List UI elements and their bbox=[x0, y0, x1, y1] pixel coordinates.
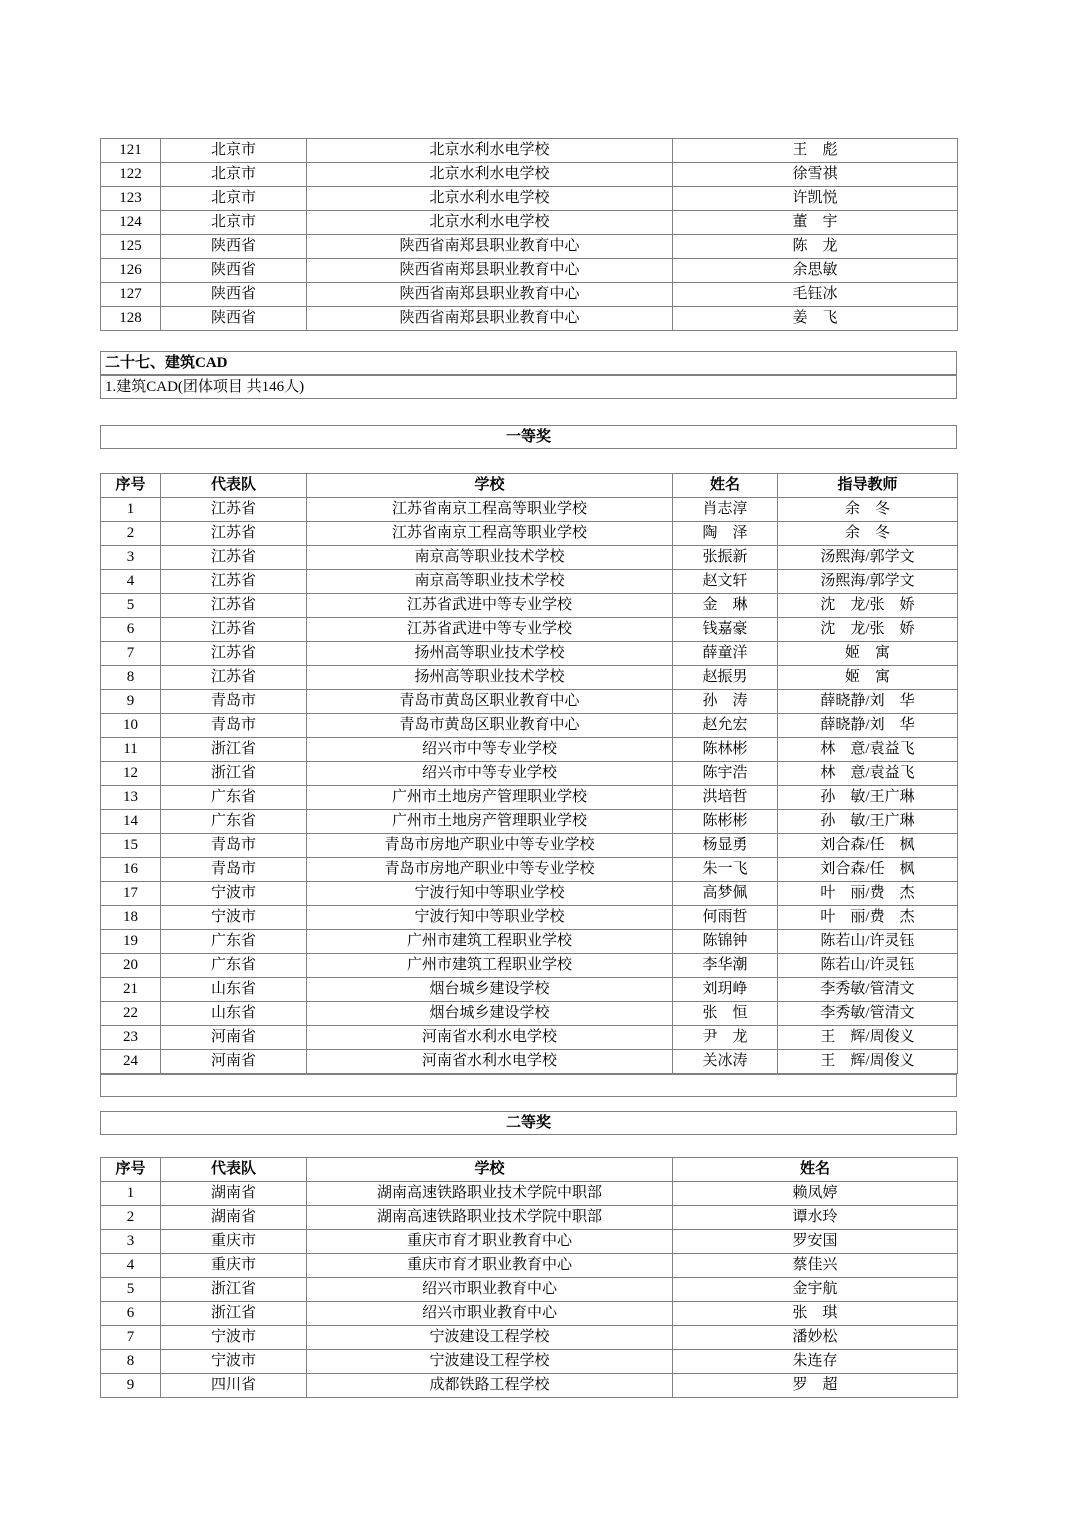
table-cell-teacher: 薛晓静/刘 华 bbox=[778, 714, 958, 738]
table-header-row bbox=[101, 474, 958, 498]
first-prize-table bbox=[100, 473, 958, 1074]
table-cell-num: 10 bbox=[101, 714, 161, 738]
table-cell-team: 江苏省 bbox=[161, 618, 307, 642]
header-num: 序号 bbox=[101, 1158, 161, 1182]
table-cell-name: 姜 飞 bbox=[673, 307, 958, 331]
table-cell-team: 宁波市 bbox=[161, 882, 307, 906]
table-cell-num: 4 bbox=[101, 1254, 161, 1278]
table-cell-school: 江苏省南京工程高等职业学校 bbox=[307, 522, 673, 546]
table-cell-teacher: 李秀敏/管清文 bbox=[778, 978, 958, 1002]
table-cell-name: 陈锦钟 bbox=[673, 930, 778, 954]
table-cell-name: 罗安国 bbox=[673, 1230, 958, 1254]
table-cell-teacher: 李秀敏/管清文 bbox=[778, 1002, 958, 1026]
table-cell-team: 四川省 bbox=[161, 1374, 307, 1398]
table-row bbox=[101, 1230, 958, 1254]
header-team: 代表队 bbox=[161, 1158, 307, 1182]
header-school: 学校 bbox=[307, 474, 673, 498]
table-row bbox=[101, 570, 958, 594]
table-row bbox=[101, 1254, 958, 1278]
table-cell-num: 24 bbox=[101, 1050, 161, 1074]
table-cell-team: 江苏省 bbox=[161, 594, 307, 618]
table-cell-name: 赖凤婷 bbox=[673, 1182, 958, 1206]
table-cell-team: 江苏省 bbox=[161, 570, 307, 594]
table-cell-name: 陈林彬 bbox=[673, 738, 778, 762]
table-cell-teacher: 姬 寓 bbox=[778, 666, 958, 690]
table-row bbox=[101, 1326, 958, 1350]
table-cell-num: 18 bbox=[101, 906, 161, 930]
table-cell-school: 江苏省武进中等专业学校 bbox=[307, 594, 673, 618]
table-cell-team: 湖南省 bbox=[161, 1182, 307, 1206]
table-cell-school: 北京水利水电学校 bbox=[307, 187, 673, 211]
table-cell-num: 121 bbox=[101, 139, 161, 163]
table-cell-num: 1 bbox=[101, 1182, 161, 1206]
table-cell-num: 12 bbox=[101, 762, 161, 786]
table-cell-teacher: 孙 敏/王广琳 bbox=[778, 810, 958, 834]
table-cell-team: 陕西省 bbox=[161, 235, 307, 259]
table-cell-team: 北京市 bbox=[161, 163, 307, 187]
table-cell-num: 8 bbox=[101, 666, 161, 690]
table-row bbox=[101, 1302, 958, 1326]
table-cell-num: 8 bbox=[101, 1350, 161, 1374]
table-cell-name: 孙 涛 bbox=[673, 690, 778, 714]
table-cell-num: 9 bbox=[101, 1374, 161, 1398]
table-cell-name: 肖志淳 bbox=[673, 498, 778, 522]
table-cell-num: 128 bbox=[101, 307, 161, 331]
table-cell-num: 13 bbox=[101, 786, 161, 810]
header-name: 姓名 bbox=[673, 1158, 958, 1182]
table-row bbox=[101, 187, 958, 211]
table-cell-num: 127 bbox=[101, 283, 161, 307]
table-cell-name: 陈宇浩 bbox=[673, 762, 778, 786]
header-school: 学校 bbox=[307, 1158, 673, 1182]
table-cell-teacher: 刘合森/任 枫 bbox=[778, 858, 958, 882]
table-cell-team: 广东省 bbox=[161, 810, 307, 834]
table-cell-name: 余思敏 bbox=[673, 259, 958, 283]
table-cell-name: 李华潮 bbox=[673, 954, 778, 978]
table-row bbox=[101, 1050, 958, 1074]
table-cell-num: 20 bbox=[101, 954, 161, 978]
table-cell-name: 陶 泽 bbox=[673, 522, 778, 546]
table-cell-teacher: 余 冬 bbox=[778, 522, 958, 546]
table-cell-name: 董 宇 bbox=[673, 211, 958, 235]
table-cell-num: 14 bbox=[101, 810, 161, 834]
table-cell-teacher: 林 意/袁益飞 bbox=[778, 762, 958, 786]
table-cell-teacher: 王 辉/周俊义 bbox=[778, 1050, 958, 1074]
table-cell-num: 4 bbox=[101, 570, 161, 594]
table-cell-team: 宁波市 bbox=[161, 1326, 307, 1350]
table-cell-team: 广东省 bbox=[161, 954, 307, 978]
table-cell-school: 成都铁路工程学校 bbox=[307, 1374, 673, 1398]
table-cell-school: 广州市建筑工程职业学校 bbox=[307, 930, 673, 954]
table-row bbox=[101, 906, 958, 930]
table-cell-school: 宁波建设工程学校 bbox=[307, 1326, 673, 1350]
table-row bbox=[101, 594, 958, 618]
table-cell-team: 江苏省 bbox=[161, 666, 307, 690]
table-cell-num: 7 bbox=[101, 1326, 161, 1350]
table-row bbox=[101, 1374, 958, 1398]
table-row bbox=[101, 259, 958, 283]
table-cell-teacher: 林 意/袁益飞 bbox=[778, 738, 958, 762]
table-row bbox=[101, 882, 958, 906]
table-cell-team: 广东省 bbox=[161, 930, 307, 954]
table-row bbox=[101, 307, 958, 331]
table-cell-num: 2 bbox=[101, 522, 161, 546]
table-cell-name: 毛钰冰 bbox=[673, 283, 958, 307]
table-cell-name: 尹 龙 bbox=[673, 1026, 778, 1050]
table-cell-num: 124 bbox=[101, 211, 161, 235]
table-cell-school: 烟台城乡建设学校 bbox=[307, 1002, 673, 1026]
header-teacher: 指导教师 bbox=[778, 474, 958, 498]
table-cell-school: 河南省水利水电学校 bbox=[307, 1026, 673, 1050]
table-cell-team: 青岛市 bbox=[161, 858, 307, 882]
table-cell-school: 宁波建设工程学校 bbox=[307, 1350, 673, 1374]
table-cell-school: 青岛市房地产职业中等专业学校 bbox=[307, 834, 673, 858]
section-title: 二十七、建筑CAD bbox=[100, 351, 957, 375]
table-cell-team: 浙江省 bbox=[161, 762, 307, 786]
table-cell-team: 浙江省 bbox=[161, 1302, 307, 1326]
table-cell-school: 宁波行知中等职业学校 bbox=[307, 906, 673, 930]
table-cell-school: 烟台城乡建设学校 bbox=[307, 978, 673, 1002]
table-row bbox=[101, 139, 958, 163]
table-row bbox=[101, 1206, 958, 1230]
table-row bbox=[101, 954, 958, 978]
table-cell-name: 高梦佩 bbox=[673, 882, 778, 906]
table-cell-team: 北京市 bbox=[161, 187, 307, 211]
table-cell-team: 北京市 bbox=[161, 139, 307, 163]
table-cell-team: 宁波市 bbox=[161, 906, 307, 930]
table-row bbox=[101, 834, 958, 858]
table-cell-num: 9 bbox=[101, 690, 161, 714]
table-cell-teacher: 王 辉/周俊义 bbox=[778, 1026, 958, 1050]
table-cell-name: 洪培哲 bbox=[673, 786, 778, 810]
table-cell-school: 河南省水利水电学校 bbox=[307, 1050, 673, 1074]
table-row bbox=[101, 714, 958, 738]
table-row bbox=[101, 211, 958, 235]
table-header-row bbox=[101, 1158, 958, 1182]
table-cell-name: 潘妙松 bbox=[673, 1326, 958, 1350]
table-row bbox=[101, 738, 958, 762]
table-cell-name: 何雨哲 bbox=[673, 906, 778, 930]
table-cell-num: 22 bbox=[101, 1002, 161, 1026]
table-cell-name: 薛童洋 bbox=[673, 642, 778, 666]
table-cell-num: 122 bbox=[101, 163, 161, 187]
table-cell-school: 陕西省南郑县职业教育中心 bbox=[307, 283, 673, 307]
table-row bbox=[101, 1350, 958, 1374]
table-row bbox=[101, 666, 958, 690]
table-cell-name: 赵振男 bbox=[673, 666, 778, 690]
table-cell-teacher: 刘合森/任 枫 bbox=[778, 834, 958, 858]
table-cell-num: 125 bbox=[101, 235, 161, 259]
table-cell-school: 湖南高速铁路职业技术学院中职部 bbox=[307, 1182, 673, 1206]
table-cell-num: 15 bbox=[101, 834, 161, 858]
table-cell-school: 北京水利水电学校 bbox=[307, 211, 673, 235]
table-row bbox=[101, 522, 958, 546]
table-cell-num: 3 bbox=[101, 1230, 161, 1254]
table-cell-team: 宁波市 bbox=[161, 1350, 307, 1374]
table-cell-school: 南京高等职业技术学校 bbox=[307, 546, 673, 570]
table-cell-teacher: 孙 敏/王广琳 bbox=[778, 786, 958, 810]
table-cell-school: 江苏省南京工程高等职业学校 bbox=[307, 498, 673, 522]
table-cell-team: 山东省 bbox=[161, 1002, 307, 1026]
section-subtitle: 1.建筑CAD(团体项目 共146人) bbox=[100, 375, 957, 399]
table-cell-num: 126 bbox=[101, 259, 161, 283]
table-cell-school: 扬州高等职业技术学校 bbox=[307, 666, 673, 690]
table-cell-team: 重庆市 bbox=[161, 1230, 307, 1254]
table-cell-team: 河南省 bbox=[161, 1050, 307, 1074]
table-row bbox=[101, 858, 958, 882]
table-cell-team: 湖南省 bbox=[161, 1206, 307, 1230]
table-cell-num: 5 bbox=[101, 594, 161, 618]
table-cell-school: 陕西省南郑县职业教育中心 bbox=[307, 259, 673, 283]
table-row bbox=[101, 978, 958, 1002]
table-row bbox=[101, 498, 958, 522]
table-cell-num: 1 bbox=[101, 498, 161, 522]
table-cell-teacher: 叶 丽/费 杰 bbox=[778, 882, 958, 906]
table-row bbox=[101, 546, 958, 570]
table-cell-school: 青岛市黄岛区职业教育中心 bbox=[307, 690, 673, 714]
table-cell-school: 北京水利水电学校 bbox=[307, 163, 673, 187]
table-cell-teacher: 姬 寓 bbox=[778, 642, 958, 666]
table-cell-num: 5 bbox=[101, 1278, 161, 1302]
table-row bbox=[101, 1182, 958, 1206]
table-cell-num: 16 bbox=[101, 858, 161, 882]
header-team: 代表队 bbox=[161, 474, 307, 498]
table-cell-teacher: 陈若山/许灵钰 bbox=[778, 954, 958, 978]
table-cell-school: 北京水利水电学校 bbox=[307, 139, 673, 163]
table-cell-team: 江苏省 bbox=[161, 522, 307, 546]
table-cell-school: 广州市建筑工程职业学校 bbox=[307, 954, 673, 978]
table-cell-teacher: 陈若山/许灵钰 bbox=[778, 930, 958, 954]
continuation-results-table bbox=[100, 138, 958, 331]
table-cell-team: 重庆市 bbox=[161, 1254, 307, 1278]
spacer-row bbox=[100, 1074, 957, 1097]
table-row bbox=[101, 1278, 958, 1302]
table-cell-team: 山东省 bbox=[161, 978, 307, 1002]
table-cell-num: 19 bbox=[101, 930, 161, 954]
table-row bbox=[101, 163, 958, 187]
table-row bbox=[101, 618, 958, 642]
table-cell-num: 6 bbox=[101, 1302, 161, 1326]
table-cell-school: 湖南高速铁路职业技术学院中职部 bbox=[307, 1206, 673, 1230]
table-cell-teacher: 沈 龙/张 娇 bbox=[778, 594, 958, 618]
table-cell-team: 青岛市 bbox=[161, 690, 307, 714]
table-cell-school: 陕西省南郑县职业教育中心 bbox=[307, 235, 673, 259]
table-cell-name: 张 恒 bbox=[673, 1002, 778, 1026]
table-cell-num: 7 bbox=[101, 642, 161, 666]
table-cell-name: 赵允宏 bbox=[673, 714, 778, 738]
table-cell-school: 重庆市育才职业教育中心 bbox=[307, 1230, 673, 1254]
table-cell-name: 关冰涛 bbox=[673, 1050, 778, 1074]
table-cell-school: 青岛市房地产职业中等专业学校 bbox=[307, 858, 673, 882]
award-band-second-prize: 二等奖 bbox=[100, 1111, 957, 1135]
table-cell-team: 浙江省 bbox=[161, 1278, 307, 1302]
table-row bbox=[101, 1026, 958, 1050]
table-cell-school: 宁波行知中等职业学校 bbox=[307, 882, 673, 906]
table-cell-school: 广州市土地房产管理职业学校 bbox=[307, 786, 673, 810]
table-row bbox=[101, 235, 958, 259]
table-cell-team: 浙江省 bbox=[161, 738, 307, 762]
table-cell-name: 杨显勇 bbox=[673, 834, 778, 858]
table-cell-name: 许凯悦 bbox=[673, 187, 958, 211]
table-cell-school: 广州市土地房产管理职业学校 bbox=[307, 810, 673, 834]
table-cell-name: 赵文轩 bbox=[673, 570, 778, 594]
table-cell-num: 3 bbox=[101, 546, 161, 570]
award-band-first-prize: 一等奖 bbox=[100, 425, 957, 449]
table-cell-teacher: 沈 龙/张 娇 bbox=[778, 618, 958, 642]
table-cell-team: 陕西省 bbox=[161, 307, 307, 331]
table-cell-teacher: 余 冬 bbox=[778, 498, 958, 522]
table-cell-school: 南京高等职业技术学校 bbox=[307, 570, 673, 594]
table-cell-team: 陕西省 bbox=[161, 259, 307, 283]
table-cell-teacher: 薛晓静/刘 华 bbox=[778, 690, 958, 714]
table-cell-school: 重庆市育才职业教育中心 bbox=[307, 1254, 673, 1278]
table-cell-name: 刘玥峥 bbox=[673, 978, 778, 1002]
table-cell-name: 陈 龙 bbox=[673, 235, 958, 259]
table-cell-name: 张振新 bbox=[673, 546, 778, 570]
table-cell-name: 朱连存 bbox=[673, 1350, 958, 1374]
table-cell-teacher: 汤熙海/郭学文 bbox=[778, 546, 958, 570]
table-row bbox=[101, 786, 958, 810]
table-row bbox=[101, 810, 958, 834]
document-page bbox=[100, 138, 957, 1398]
table-row bbox=[101, 762, 958, 786]
table-cell-name: 张 琪 bbox=[673, 1302, 958, 1326]
table-cell-name: 陈彬彬 bbox=[673, 810, 778, 834]
table-cell-name: 徐雪祺 bbox=[673, 163, 958, 187]
header-num: 序号 bbox=[101, 474, 161, 498]
table-cell-teacher: 汤熙海/郭学文 bbox=[778, 570, 958, 594]
table-cell-team: 青岛市 bbox=[161, 714, 307, 738]
table-cell-school: 青岛市黄岛区职业教育中心 bbox=[307, 714, 673, 738]
table-row bbox=[101, 930, 958, 954]
table-cell-num: 23 bbox=[101, 1026, 161, 1050]
table-cell-name: 谭水玲 bbox=[673, 1206, 958, 1230]
table-cell-name: 钱嘉豪 bbox=[673, 618, 778, 642]
table-cell-name: 蔡佳兴 bbox=[673, 1254, 958, 1278]
table-cell-team: 江苏省 bbox=[161, 498, 307, 522]
table-cell-num: 6 bbox=[101, 618, 161, 642]
header-name: 姓名 bbox=[673, 474, 778, 498]
table-cell-num: 11 bbox=[101, 738, 161, 762]
table-cell-school: 扬州高等职业技术学校 bbox=[307, 642, 673, 666]
table-cell-name: 金 琳 bbox=[673, 594, 778, 618]
table-cell-team: 河南省 bbox=[161, 1026, 307, 1050]
table-cell-team: 陕西省 bbox=[161, 283, 307, 307]
table-cell-name: 罗 超 bbox=[673, 1374, 958, 1398]
table-row bbox=[101, 642, 958, 666]
table-cell-school: 绍兴市职业教育中心 bbox=[307, 1278, 673, 1302]
table-cell-school: 绍兴市职业教育中心 bbox=[307, 1302, 673, 1326]
table-cell-team: 广东省 bbox=[161, 786, 307, 810]
table-cell-num: 17 bbox=[101, 882, 161, 906]
table-cell-name: 金宇航 bbox=[673, 1278, 958, 1302]
table-cell-school: 绍兴市中等专业学校 bbox=[307, 762, 673, 786]
table-cell-team: 江苏省 bbox=[161, 642, 307, 666]
table-cell-teacher: 叶 丽/费 杰 bbox=[778, 906, 958, 930]
table-row bbox=[101, 690, 958, 714]
table-cell-name: 朱一飞 bbox=[673, 858, 778, 882]
table-cell-team: 青岛市 bbox=[161, 834, 307, 858]
table-cell-num: 2 bbox=[101, 1206, 161, 1230]
table-cell-school: 江苏省武进中等专业学校 bbox=[307, 618, 673, 642]
table-cell-name: 王 彪 bbox=[673, 139, 958, 163]
table-cell-school: 绍兴市中等专业学校 bbox=[307, 738, 673, 762]
table-cell-team: 江苏省 bbox=[161, 546, 307, 570]
table-row bbox=[101, 283, 958, 307]
table-cell-num: 123 bbox=[101, 187, 161, 211]
table-row bbox=[101, 1002, 958, 1026]
table-cell-team: 北京市 bbox=[161, 211, 307, 235]
second-prize-table bbox=[100, 1157, 958, 1398]
table-cell-num: 21 bbox=[101, 978, 161, 1002]
table-cell-school: 陕西省南郑县职业教育中心 bbox=[307, 307, 673, 331]
